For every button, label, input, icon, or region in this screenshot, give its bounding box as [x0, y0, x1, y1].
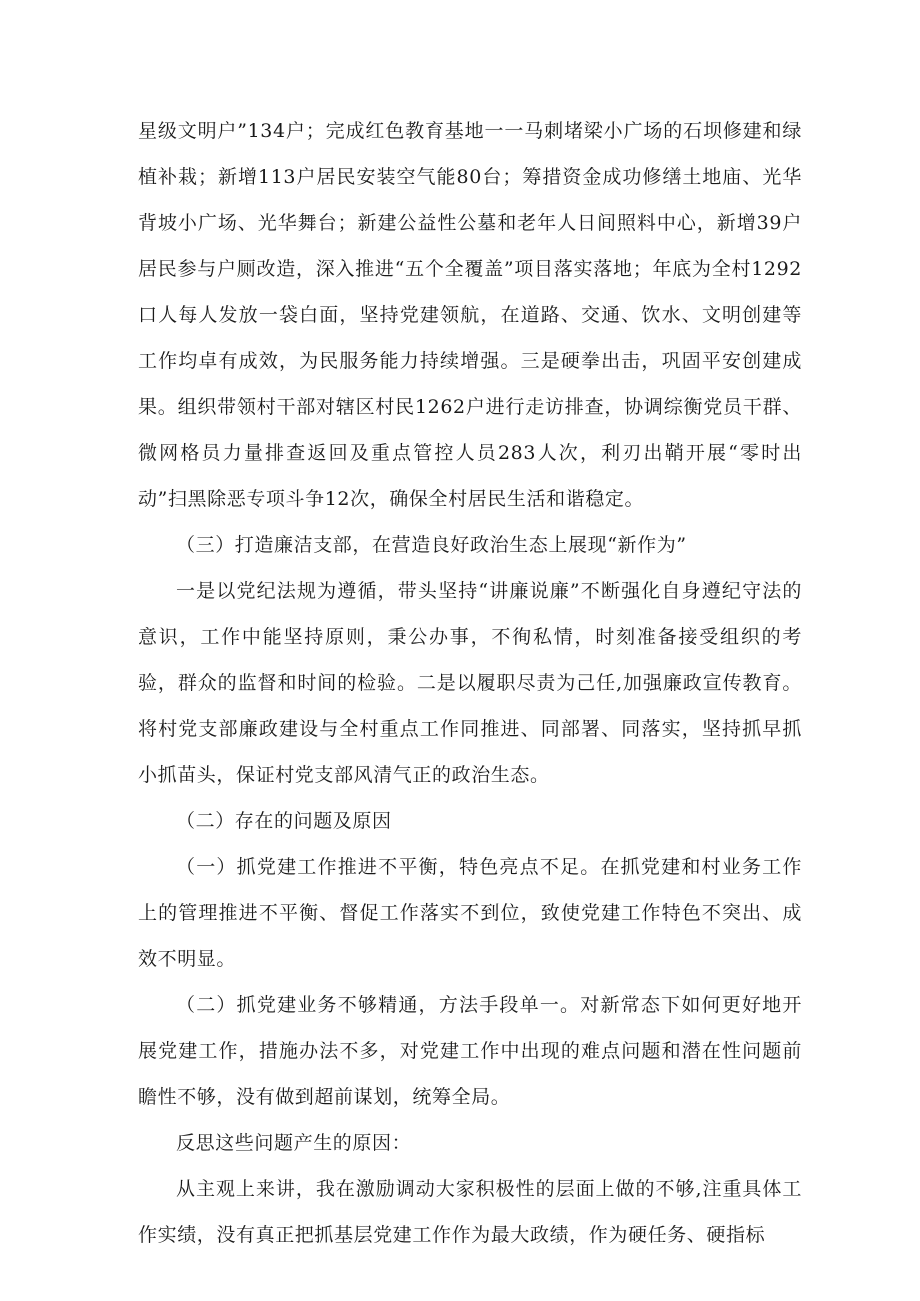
document-body	[138, 108, 802, 1258]
paragraph-problem-one: （一）抓党建工作推进不平衡，特色亮点不足。在抓党建和村业务工作上的管理推进不平衡、督促工作落实不到位，致使党建工作特色不突出、成效不明显。	[138, 856, 802, 970]
paragraph-problem-two: （二）抓党建业务不够精通，方法手段单一。对新常态下如何更好地开展党建工作，措施办法不多，对党建工作中出现的难点问题和潜在性问题前瞻性不够，没有做到超前谋划，统筹全局。	[138, 994, 802, 1108]
paragraph-reflection-intro: 反思这些问题产生的原因：	[176, 1132, 412, 1154]
paragraph-subjective-cause: 从主观上来讲，我在激励调动大家积极性的层面上做的不够,注重具体工作实绩，没有真正把抓基层党建工作作为最大政绩，作为硬任务、硬指标	[138, 1178, 802, 1246]
paragraph-clean-branch: 一是以党纪法规为遵循，带头坚持“讲廉说廉”不断强化自身遵纪守法的意识，工作中能坚持原则，秉公办事，不徇私情，时刻准备接受组织的考验，群众的监督和时间的检验。二是以履职尽责为己任,加强廉政宣传教育。将村党支部廉政建设与全村重点工作同推进、同部署、同落实，坚持抓早抓小抓苗头，保证村党支部风清气正的政治生态。	[138, 580, 802, 786]
section-heading-clean-branch: （三）打造廉洁支部，在营造良好政治生态上展现“新作为”	[176, 534, 687, 556]
section-heading-problems: （二）存在的问题及原因	[176, 810, 392, 832]
paragraph-achievements-continued: 星级文明户”134户；完成红色教育基地一一马刺堵梁小广场的石坝修建和绿植补栽；新增113户居民安装空气能80台；筹措资金成功修缮土地庙、光华背坡小广场、光华舞台；新建公益性公墓和老年人日间照料中心，新增39户居民参与户厕改造，深入推进“五个全覆盖”项目落实落地；年底为全村1292口人每人发放一袋白面，坚持党建领航，在道路、交通、饮水、文明创建等工作均卓有成效，为民服务能力持续增强。三是硬拳出击，巩固平安创建成果。组织带领村干部对辖区村民1262户进行走访排查，协调综衡党员干群、微网格员力量排查返回及重点管控人员283人次，利刃出鞘开展“零时出动”扫黑除恶专项斗争12次，确保全村居民生活和谐稳定。	[138, 120, 802, 510]
